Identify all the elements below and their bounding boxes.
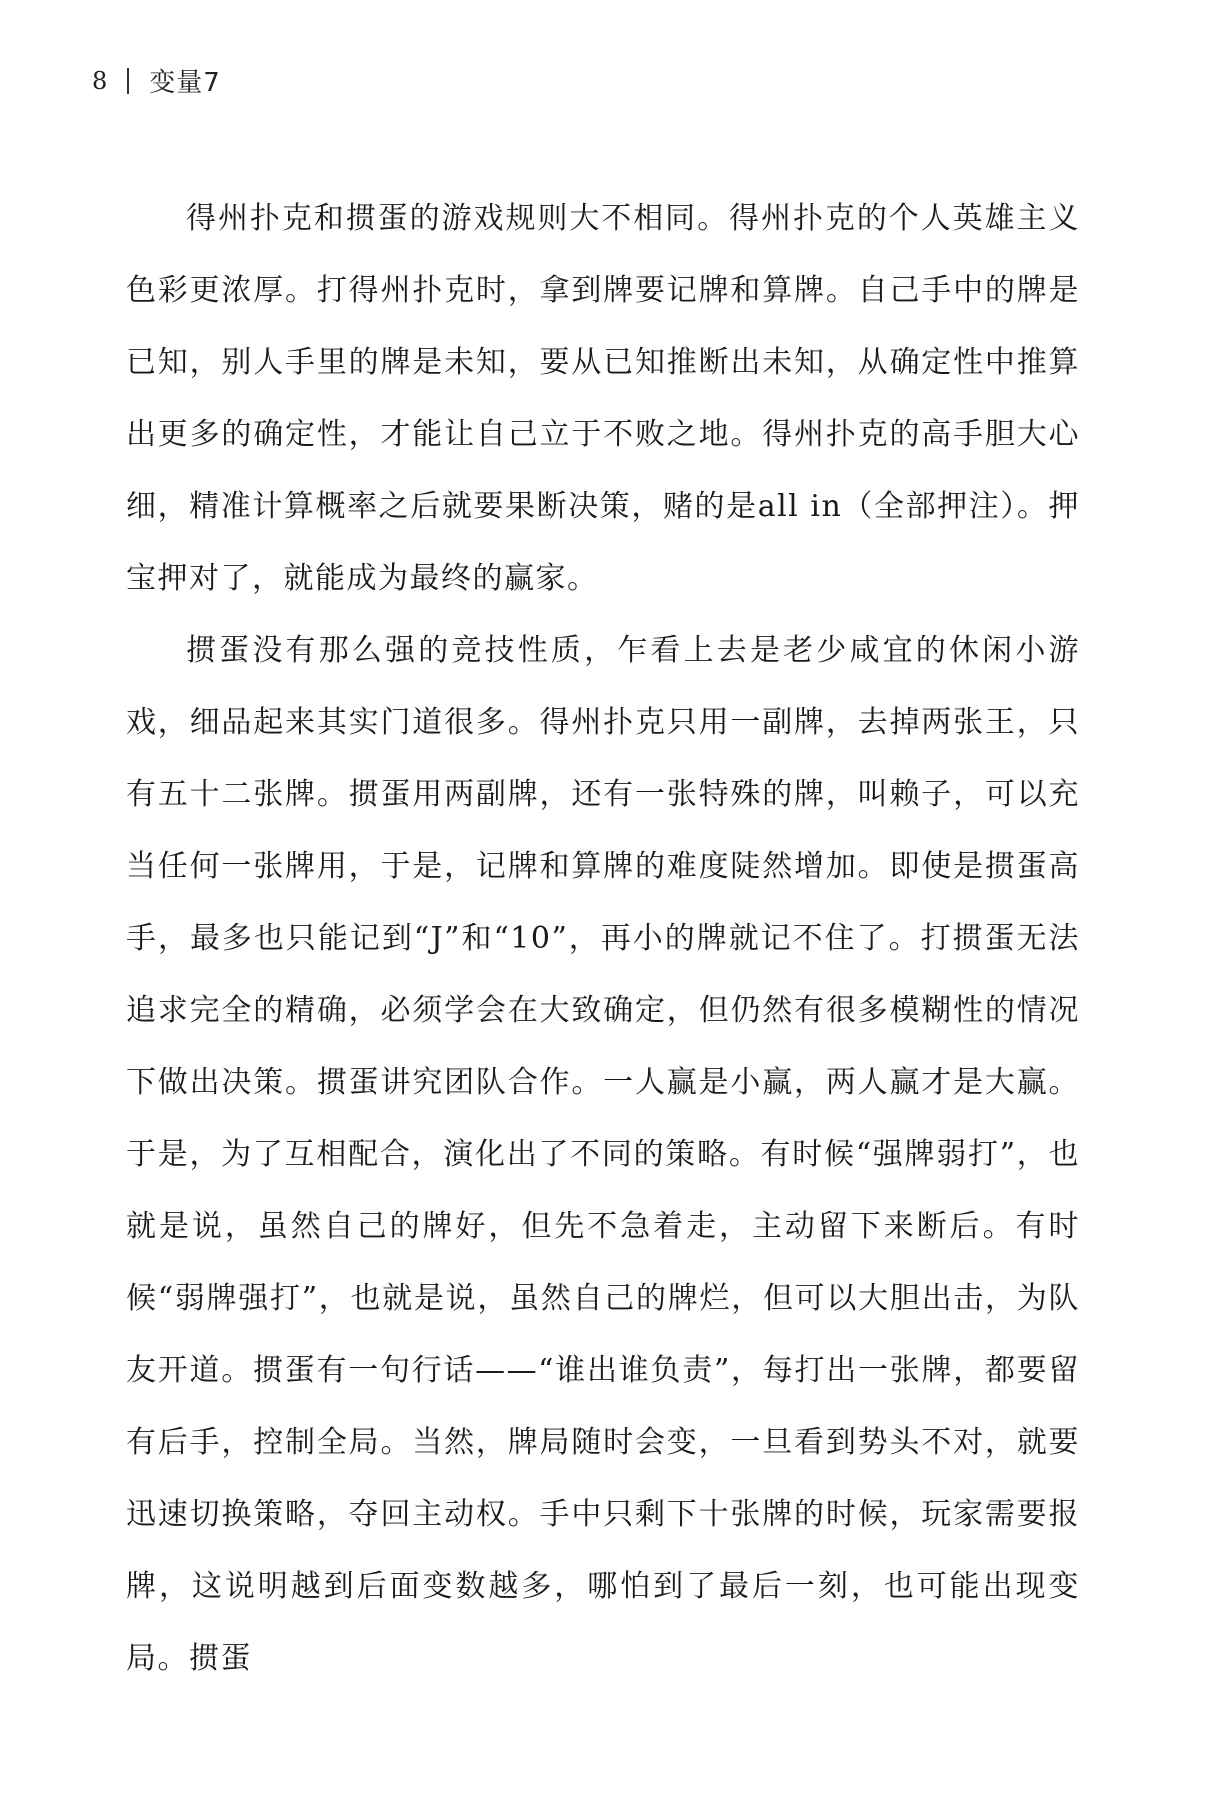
body-text <box>126 183 1080 1695</box>
running-header <box>92 62 221 99</box>
page-number: 8 <box>92 66 108 95</box>
header-divider <box>127 68 129 94</box>
chapter-title: 变量7 <box>149 68 221 98</box>
paragraph: 掼蛋没有那么强的竞技性质，乍看上去是老少咸宜的休闲小游戏，细品起来其实门道很多。得州扑克只用一副牌，去掉两张王，只有五十二张牌。掼蛋用两副牌，还有一张特殊的牌，叫赖子，可以充当任何一张牌用，于是，记牌和算牌的难度陡然增加。即使是掼蛋高手，最多也只能记到“J”和“10”，再小的牌就记不住了。打掼蛋无法追求完全的精确，必须学会在大致确定，但仍然有很多模糊性的情况下做出决策。掼蛋讲究团队合作。一人赢是小赢，两人赢才是大赢。于是，为了互相配合，演化出了不同的策略。有时候“强牌弱打”，也就是说，虽然自己的牌好，但先不急着走，主动留下来断后。有时候“弱牌强打”，也就是说，虽然自己的牌烂，但可以大胆出击，为队友开道。掼蛋有一句行话——“谁出谁负责”，每打出一张牌，都要留有后手，控制全局。当然，牌局随时会变，一旦看到势头不对，就要迅速切换策略，夺回主动权。手中只剩下十张牌的时候，玩家需要报牌，这说明越到后面变数越多，哪怕到了最后一刻，也可能出现变局。掼蛋 <box>126 633 1080 1676</box>
paragraph: 得州扑克和掼蛋的游戏规则大不相同。得州扑克的个人英雄主义色彩更浓厚。打得州扑克时，拿到牌要记牌和算牌。自己手中的牌是已知，别人手里的牌是未知，要从已知推断出未知，从确定性中推算出更多的确定性，才能让自己立于不败之地。得州扑克的高手胆大心细，精准计算概率之后就要果断决策，赌的是all in（全部押注）。押宝押对了，就能成为最终的赢家。 <box>126 201 1080 596</box>
